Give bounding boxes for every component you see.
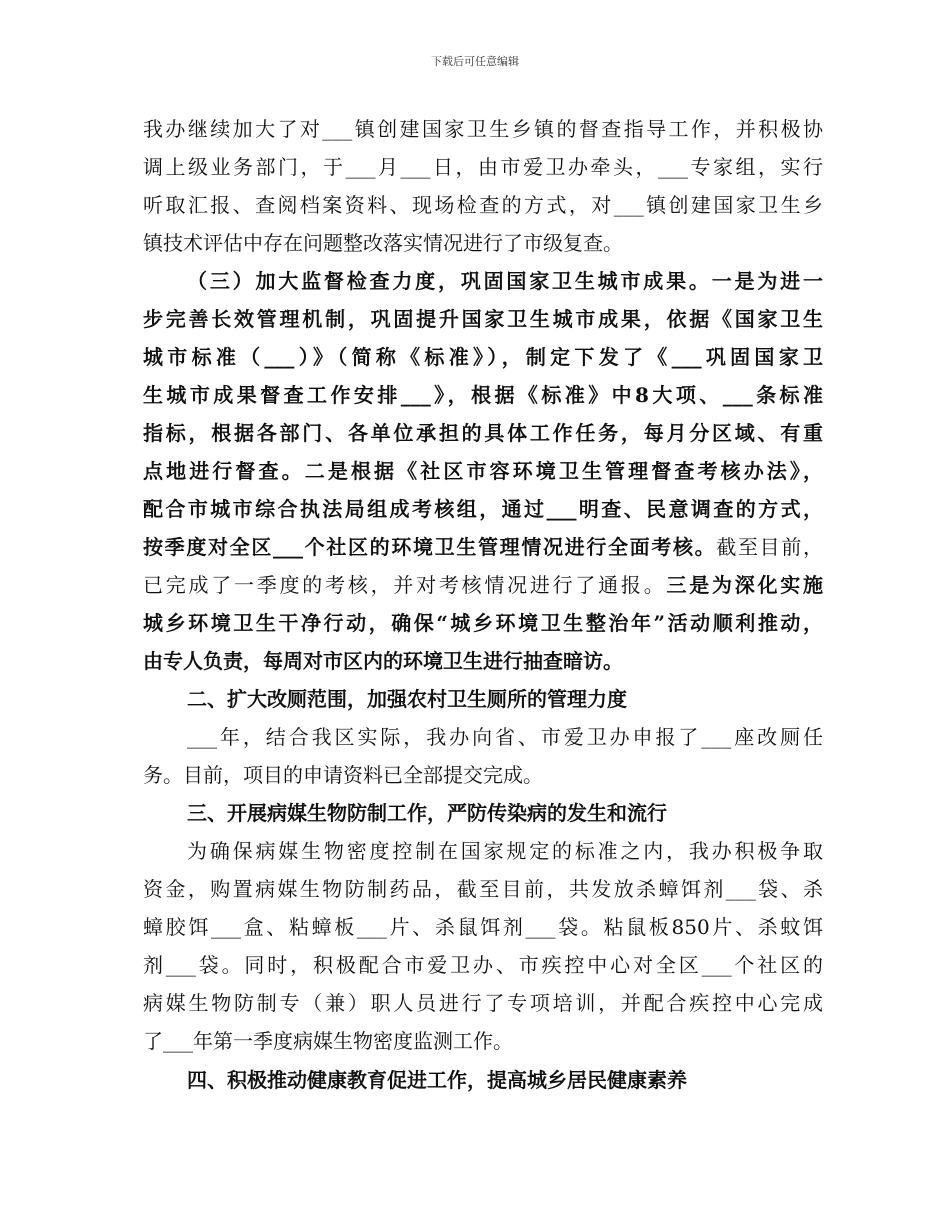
paragraph-line: 由专人负责，每周对市区内的环境卫生进行抽查暗访。 bbox=[143, 649, 623, 673]
paragraph-line: ___年，结合我区实际，我办向省、市爱卫办申报了___座改厕任 bbox=[187, 725, 823, 749]
paragraph-line: 调上级业务部门，于___月___日，由市爱卫办牵头，___专家组，实行 bbox=[143, 155, 823, 179]
paragraph-line: 点地进行督查。二是根据《社区市容环境卫生管理督查考核办法》， bbox=[143, 459, 823, 483]
normal-segment: 已完成了一季度的考核，并对考核情况进行了通报。 bbox=[143, 573, 667, 597]
section-heading-3: 三、开展病媒生物防制工作，严防传染病的发生和流行 bbox=[187, 801, 667, 825]
paragraph-line: 镇技术评估中存在问题整改落实情况进行了市级复查。 bbox=[143, 231, 623, 255]
paragraph-line: 生城市成果督查工作安排___》，根据《标准》中8大项、___条标准 bbox=[143, 383, 823, 407]
paragraph-line: 城乡环境卫生干净行动，确保“城乡环境卫生整治年”活动顺利推动， bbox=[143, 611, 823, 635]
section-heading-2: 二、扩大改厕范围，加强农村卫生厕所的管理力度 bbox=[187, 687, 627, 711]
paragraph-line: 我办继续加大了对___镇创建国家卫生乡镇的督查指导工作，并积极协 bbox=[143, 117, 823, 141]
paragraph-line: 指标，根据各部门、各单位承担的具体工作任务，每月分区域、有重 bbox=[143, 421, 823, 445]
page-header-note: 下载后可任意编辑 bbox=[431, 55, 519, 68]
section-heading-4: 四、积极推动健康教育促进工作，提高城乡居民健康素养 bbox=[187, 1068, 687, 1092]
document-body bbox=[143, 110, 823, 1099]
paragraph-line: 听取汇报、查阅档案资料、现场检查的方式，对___镇创建国家卫生乡 bbox=[143, 193, 823, 217]
paragraph-line: 资金，购置病媒生物防制药品，截至目前，共发放杀蟑饵剂___袋、杀 bbox=[143, 877, 823, 901]
bold-segment: 三是为深化实施 bbox=[666, 573, 823, 597]
paragraph-line bbox=[143, 566, 823, 604]
paragraph-line: 务。目前，项目的申请资料已全部提交完成。 bbox=[143, 763, 543, 787]
paragraph-line: 蟑胶饵___盒、粘蟑板___片、杀鼠饵剂___袋。粘鼠板850片、杀蚊饵 bbox=[143, 915, 823, 939]
normal-segment: 截至目前， bbox=[716, 535, 823, 559]
paragraph-line: 病媒生物防制专（兼）职人员进行了专项培训，并配合疾控中心完成 bbox=[143, 991, 823, 1015]
paragraph-line: 为确保病媒生物密度控制在国家规定的标准之内，我办积极争取 bbox=[187, 839, 823, 863]
paragraph-line: 配合市城市综合执法局组成考核组，通过___明查、民意调查的方式， bbox=[143, 497, 823, 521]
paragraph-line: 步完善长效管理机制，巩固提升国家卫生城市成果，依据《国家卫生 bbox=[143, 307, 823, 331]
paragraph-line bbox=[143, 528, 823, 566]
paragraph-line: 剂___袋。同时，积极配合市爱卫办、市疾控中心对全区___个社区的 bbox=[143, 953, 823, 977]
bold-segment: 按季度对全区___个社区的环境卫生管理情况进行全面考核。 bbox=[143, 535, 717, 559]
paragraph-line: 了___年第一季度病媒生物密度监测工作。 bbox=[143, 1029, 513, 1053]
paragraph-line: 城市标准（___）》（简称《标准》），制定下发了《___巩固国家卫 bbox=[143, 345, 823, 369]
section-3-title-line: （三）加大监督检查力度，巩固国家卫生城市成果。一是为进一 bbox=[187, 269, 823, 293]
